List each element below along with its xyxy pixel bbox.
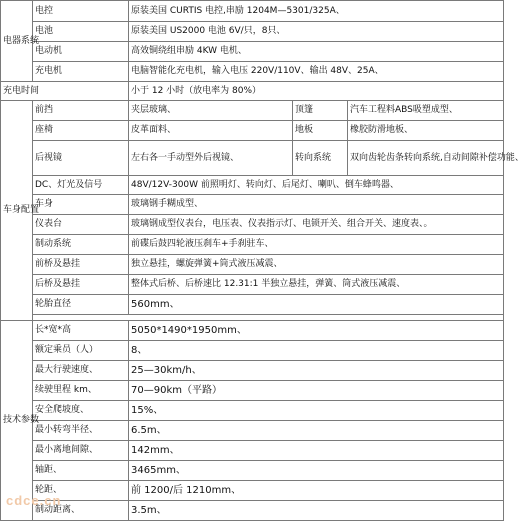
value-wheelbase: 3465mm、 xyxy=(129,461,504,481)
value-charge-time: 小于 12 小时（放电率为 80%） xyxy=(129,82,504,101)
row-range xyxy=(1,381,504,401)
label-dashboard: 仪表台 xyxy=(33,215,129,235)
row-windshield-roof xyxy=(1,101,504,121)
row-dashboard xyxy=(1,215,504,235)
label-front-suspension: 前桥及悬挂 xyxy=(33,255,129,275)
value-climb: 15%、 xyxy=(129,401,504,421)
label-lights: DC、灯光及信号 xyxy=(33,176,129,195)
label-brake: 制动系统 xyxy=(33,235,129,255)
value-battery: 原装美国 US2000 电池 6V/只，8只、 xyxy=(129,22,504,42)
watermark: cdce.cn xyxy=(6,493,62,508)
label-wheel: 轮胎直径 xyxy=(33,295,129,315)
label-charger: 充电机 xyxy=(33,62,129,82)
category-electrical: 电器系统 xyxy=(1,1,33,82)
row-max-speed xyxy=(1,361,504,381)
label-braking-distance: 制动距离、 xyxy=(33,501,129,521)
label-wheelbase: 轴距、 xyxy=(33,461,129,481)
value-passengers: 8、 xyxy=(129,341,504,361)
label-seat: 座椅 xyxy=(33,121,129,141)
row-wheelbase xyxy=(1,461,504,481)
row-charge-time xyxy=(1,82,504,101)
value-turn-radius: 6.5m、 xyxy=(129,421,504,441)
value-mirror: 左右各一手动型外后视镜、 xyxy=(129,141,293,176)
value-controller: 原装美国 CURTIS 电控,串励 1204M—5301/325A、 xyxy=(129,1,504,22)
row-track xyxy=(1,481,504,501)
row-dimensions xyxy=(1,321,504,341)
label-turn-radius: 最小转弯半径、 xyxy=(33,421,129,441)
value-dashboard: 玻璃钢成型仪表台，电压表、仪表指示灯、电锁开关、组合开关、速度表、。 xyxy=(129,215,504,235)
label-range: 续驶里程 km、 xyxy=(33,381,129,401)
label-rear-suspension: 后桥及悬挂 xyxy=(33,275,129,295)
row-mirror-steering xyxy=(1,141,504,176)
category-tech: 技术参数 xyxy=(1,321,33,521)
value-floor: 橡胶防滑地板、 xyxy=(348,121,504,141)
row-brake xyxy=(1,235,504,255)
value-ground-clearance: 142mm、 xyxy=(129,441,504,461)
value-brake: 前碟后鼓四轮液压刹车+手刹驻车、 xyxy=(129,235,504,255)
label-battery: 电池 xyxy=(33,22,129,42)
value-charger: 电脑智能化充电机，输入电压 220V/110V、输出 48V、25A、 xyxy=(129,62,504,82)
value-front-suspension: 独立悬挂，螺旋弹簧+筒式液压减震、 xyxy=(129,255,504,275)
row-lights xyxy=(1,176,504,195)
label-roof: 顶篷 xyxy=(293,101,348,121)
row-front-suspension xyxy=(1,255,504,275)
label-track: 轮距、 xyxy=(33,481,129,501)
value-motor: 高效铜绕组串励 4KW 电机、 xyxy=(129,42,504,62)
row-braking-distance xyxy=(1,501,504,521)
label-climb: 安全爬坡度、 xyxy=(33,401,129,421)
label-floor: 地板 xyxy=(293,121,348,141)
value-track: 前 1200/后 1210mm、 xyxy=(129,481,504,501)
row-rear-suspension xyxy=(1,275,504,295)
row-turn-radius xyxy=(1,421,504,441)
value-rear-suspension: 整体式后桥、后桥速比 12.31:1 半独立悬挂，弹簧、筒式液压减震、 xyxy=(129,275,504,295)
value-windshield: 夹层玻璃、 xyxy=(129,101,293,121)
label-body-shell: 车身 xyxy=(33,195,129,215)
value-dimensions: 5050*1490*1950mm、 xyxy=(129,321,504,341)
row-motor xyxy=(1,42,504,62)
row-body-shell xyxy=(1,195,504,215)
row-battery xyxy=(1,22,504,42)
row-seat-floor xyxy=(1,121,504,141)
label-charge-time: 充电时间 xyxy=(1,82,129,101)
category-body: 车身配置 xyxy=(1,101,33,321)
row-climb xyxy=(1,401,504,421)
row-controller xyxy=(1,1,504,22)
value-body-shell: 玻璃钢手糊成型、 xyxy=(129,195,504,215)
value-roof: 汽车工程料ABS吸塑成型、 xyxy=(348,101,504,121)
row-ground-clearance xyxy=(1,441,504,461)
value-wheel: 560mm、 xyxy=(129,295,504,315)
value-max-speed: 25—30km/h、 xyxy=(129,361,504,381)
value-seat: 皮革面料、 xyxy=(129,121,293,141)
row-wheel xyxy=(1,295,504,315)
label-controller: 电控 xyxy=(33,1,129,22)
label-passengers: 额定乘员（人） xyxy=(33,341,129,361)
label-ground-clearance: 最小离地间隙、 xyxy=(33,441,129,461)
label-max-speed: 最大行驶速度、 xyxy=(33,361,129,381)
label-mirror: 后视镜 xyxy=(33,141,129,176)
label-motor: 电动机 xyxy=(33,42,129,62)
row-passengers xyxy=(1,341,504,361)
label-dimensions: 长*宽*高 xyxy=(33,321,129,341)
value-range: 70—90km（平路） xyxy=(129,381,504,401)
row-charger xyxy=(1,62,504,82)
label-steering: 转向系统 xyxy=(293,141,348,176)
value-braking-distance: 3.5m、 xyxy=(129,501,504,521)
label-windshield: 前挡 xyxy=(33,101,129,121)
value-steering: 双向齿轮齿条转向系统,自动间隙补偿功能、 xyxy=(348,141,504,176)
value-lights: 48V/12V-300W 前照明灯、转向灯、后尾灯、喇叭、倒车蜂鸣器、 xyxy=(129,176,504,195)
